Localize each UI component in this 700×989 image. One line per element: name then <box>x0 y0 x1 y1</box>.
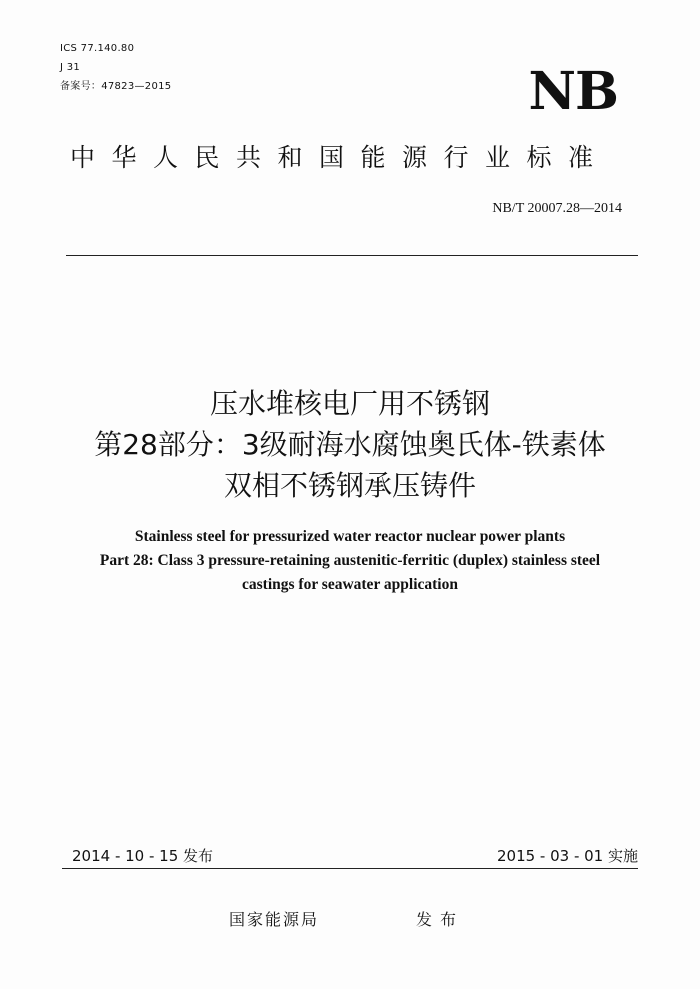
nb-logo: NB <box>528 61 618 122</box>
footer-divider <box>62 868 638 869</box>
chinese-title-line-1: 压水堆核电厂用不锈钢 <box>209 387 490 420</box>
issue-label: 发布 <box>416 910 465 929</box>
english-title-line-1: Stainless steel for pressurized water reactor nuclear power plants <box>134 528 566 545</box>
header-divider <box>66 255 638 256</box>
ics-code: ICS 77.140.80 <box>60 43 135 54</box>
chinese-title-line-3: 双相不锈钢承压铸件 <box>223 469 476 502</box>
classification-code: J 31 <box>60 62 81 73</box>
english-title-line-3: castings for seawater application <box>242 576 458 593</box>
standard-type-title: 中华人民共和国能源行业标准 <box>70 143 610 172</box>
standard-number: NB/T 20007.28—2014 <box>492 201 622 216</box>
issuing-authority: 国家能源局 <box>229 910 320 929</box>
chinese-title-line-2: 第28部分：3级耐海水腐蚀奥氏体-铁素体 <box>94 428 606 461</box>
filing-number: 备案号：47823—2015 <box>60 81 172 92</box>
english-title-line-2: Part 28: Class 3 pressure-retaining austenitic-ferritic (duplex) stainless steel <box>99 552 601 569</box>
publish-date: 2014 - 10 - 15 发布 <box>72 847 214 865</box>
implement-date: 2015 - 03 - 01 实施 <box>496 847 638 865</box>
